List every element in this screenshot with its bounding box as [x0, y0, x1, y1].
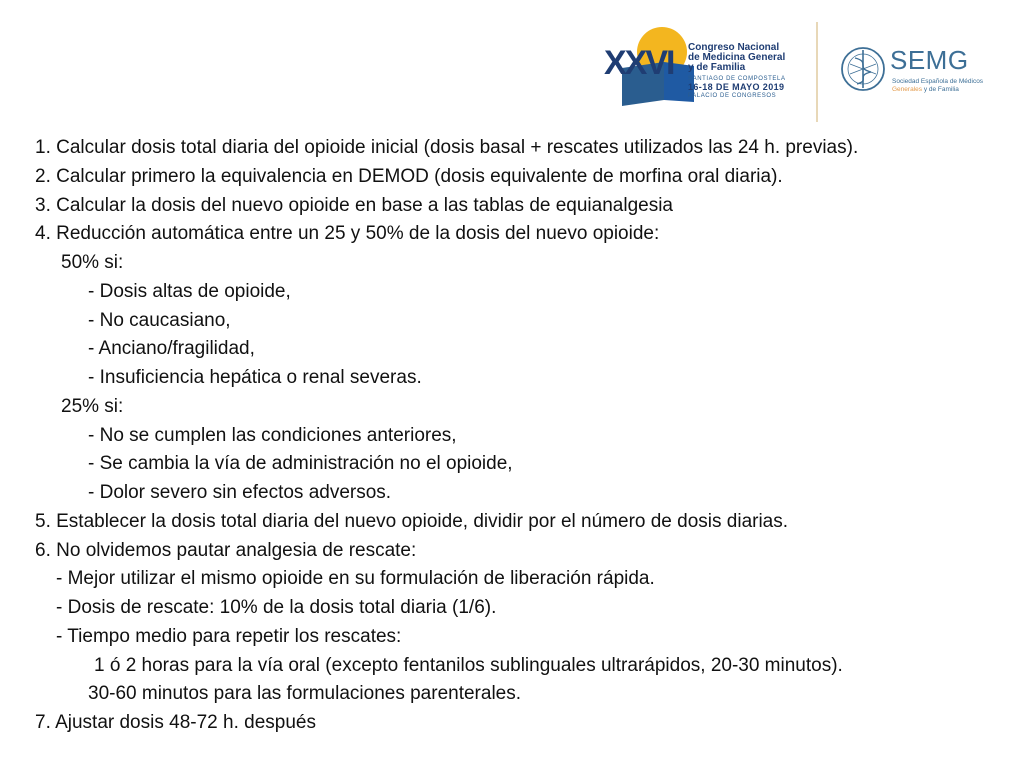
- step-7: 7. Ajustar dosis 48-72 h. después: [35, 712, 316, 733]
- step-4-50-item: - Dosis altas de opioide,: [88, 280, 291, 302]
- step-4-25-heading: 25% si:: [61, 395, 124, 417]
- step-6-item: - Dosis de rescate: 10% de la dosis total diaria (1/6).: [56, 597, 497, 618]
- step-1: 1. Calcular dosis total diaria del opioide inicial (dosis basal + rescates utilizados las 24 h. previas).: [35, 137, 859, 158]
- header-logos: [600, 20, 1000, 124]
- step-4-50-heading: 50% si:: [61, 252, 124, 273]
- semg-fullname-line-1: Sociedad Española de Médicos: [892, 78, 984, 85]
- step-4-50-item: - Insuficiencia hepática o renal severas.: [88, 367, 422, 388]
- step-4-25-item: - No se cumplen las condiciones anteriores,: [88, 424, 457, 446]
- congreso-emblem: [600, 22, 700, 114]
- congreso-text: [688, 43, 808, 100]
- congreso-numeral: XXVI: [604, 44, 674, 82]
- step-6-timing-oral: 1 ó 2 horas para la vía oral (excepto fentanilos sublinguales ultrarápidos, 20-30 minutos).: [94, 654, 843, 676]
- step-4-50-item: - No caucasiano,: [88, 309, 231, 331]
- congreso-name-line-2: de Medicina General: [688, 52, 786, 63]
- step-5: 5. Establecer la dosis total diaria del nuevo opioide, dividir por el número de dosis diarias.: [35, 510, 789, 532]
- step-6-item: - Mejor utilizar el mismo opioide en su formulación de liberación rápida.: [56, 568, 655, 590]
- congreso-name: [688, 43, 808, 73]
- semg-fullname-generales: Generales: [892, 86, 922, 93]
- congreso-dates: 16-18 DE MAYO 2019: [688, 82, 785, 92]
- step-2: 2. Calcular primero la equivalencia en DEMOD (dosis equivalente de morfina oral diaria).: [35, 165, 783, 187]
- step-4: 4. Reducción automática entre un 25 y 50% de la dosis del nuevo opioide:: [35, 223, 660, 245]
- step-4-50-item: - Anciano/fragilidad,: [88, 338, 255, 360]
- congreso-logo: [600, 22, 805, 120]
- congreso-name-line-3: y de Familia: [688, 62, 746, 73]
- opioid-rotation-steps: [35, 134, 1010, 738]
- step-3: 3. Calcular la dosis del nuevo opioide en base a las tablas de equianalgesia: [35, 194, 673, 216]
- semg-emblem-icon: [840, 46, 886, 92]
- step-6-timing-parenteral: 30-60 minutos para las formulaciones parenterales.: [88, 683, 522, 705]
- semg-acronym: SEMG: [890, 45, 969, 75]
- semg-fullname: [892, 78, 992, 94]
- semg-fullname-familia: y de Familia: [923, 86, 959, 93]
- congreso-name-line-1: Congreso Nacional: [688, 42, 780, 53]
- logo-divider: [816, 22, 818, 122]
- congreso-city: SANTIAGO DE COMPOSTELA: [688, 76, 786, 82]
- step-6-item: - Tiempo medio para repetir los rescates:: [56, 625, 402, 647]
- step-6: 6. No olvidemos pautar analgesia de rescate:: [35, 539, 417, 561]
- semg-logo: [840, 42, 984, 102]
- step-4-25-item: - Se cambia la vía de administración no el opioide,: [88, 453, 513, 475]
- step-4-25-item: - Dolor severo sin efectos adversos.: [88, 482, 392, 503]
- semg-fullname-line-2: [892, 86, 992, 94]
- congreso-venue: PALACIO DE CONGRESOS: [688, 93, 777, 99]
